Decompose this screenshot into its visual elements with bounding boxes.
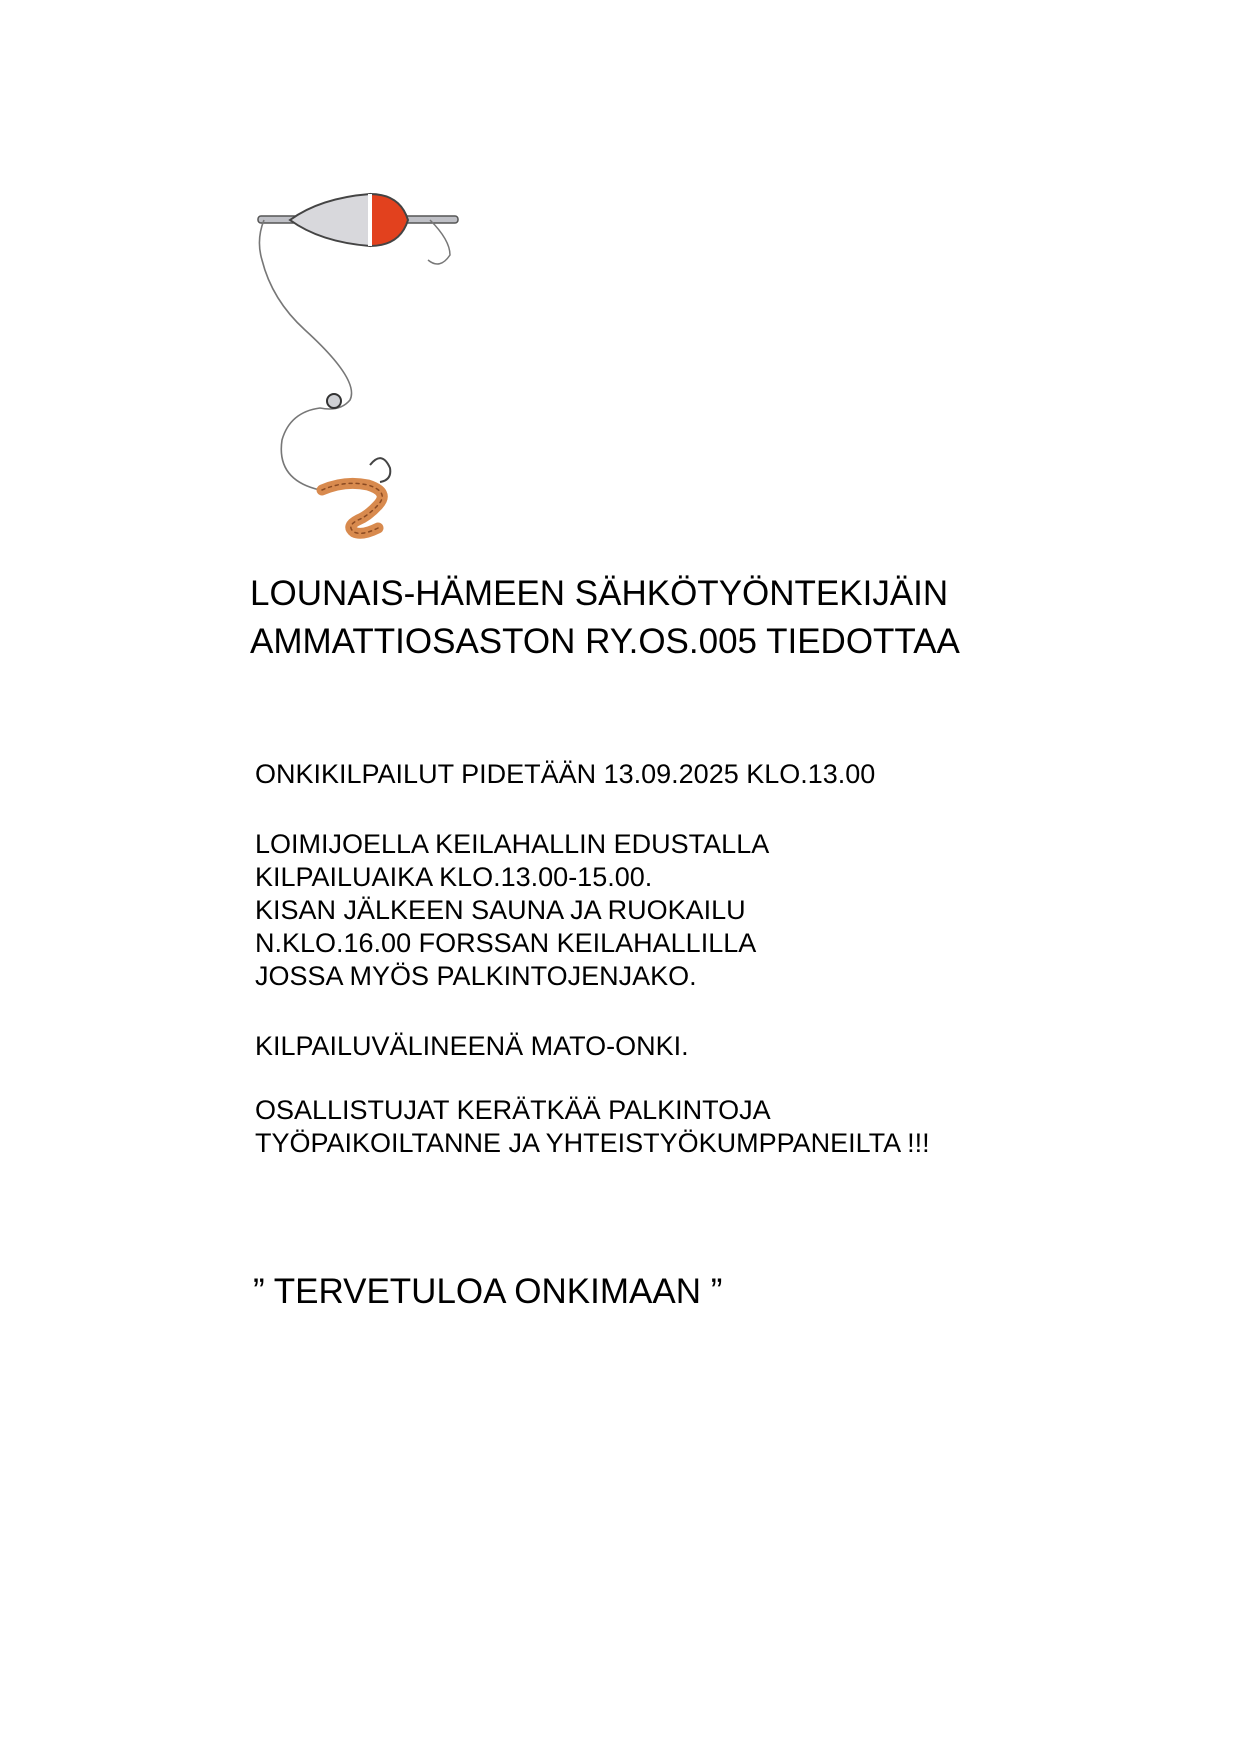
- announcement: [255, 758, 1155, 791]
- prizes-note: [255, 1094, 1155, 1160]
- equipment-note: [255, 1030, 1155, 1063]
- detail-line: KISAN JÄLKEEN SAUNA JA RUOKAILU: [255, 895, 746, 925]
- detail-line: N.KLO.16.00 FORSSAN KEILAHALLILLA: [255, 928, 757, 958]
- title-line-1: LOUNAIS-HÄMEEN SÄHKÖTYÖNTEKIJÄIN: [250, 574, 949, 613]
- title-line-2: AMMATTIOSASTON RY.OS.005 TIEDOTTAA: [250, 622, 960, 661]
- detail-line: KILPAILUAIKA KLO.13.00-15.00.: [255, 862, 653, 892]
- page-title: [250, 570, 1150, 666]
- detail-line: LOIMIJOELLA KEILAHALLIN EDUSTALLA: [255, 829, 770, 859]
- fishing-float-worm-icon: [250, 180, 470, 540]
- detail-line: JOSSA MYÖS PALKINTOJENJAKO.: [255, 961, 697, 991]
- prizes-line: TYÖPAIKOILTANNE JA YHTEISTYÖKUMPPANEILTA !!!: [255, 1128, 930, 1158]
- event-details: [255, 828, 1155, 993]
- equipment-text: KILPAILUVÄLINEENÄ MATO-ONKI.: [255, 1031, 689, 1061]
- welcome-message: ” TERVETULOA ONKIMAAN ”: [253, 1272, 723, 1311]
- prizes-line: OSALLISTUJAT KERÄTKÄÄ PALKINTOJA: [255, 1095, 771, 1125]
- announcement-text: ONKIKILPAILUT PIDETÄÄN 13.09.2025 KLO.13.00: [255, 759, 876, 789]
